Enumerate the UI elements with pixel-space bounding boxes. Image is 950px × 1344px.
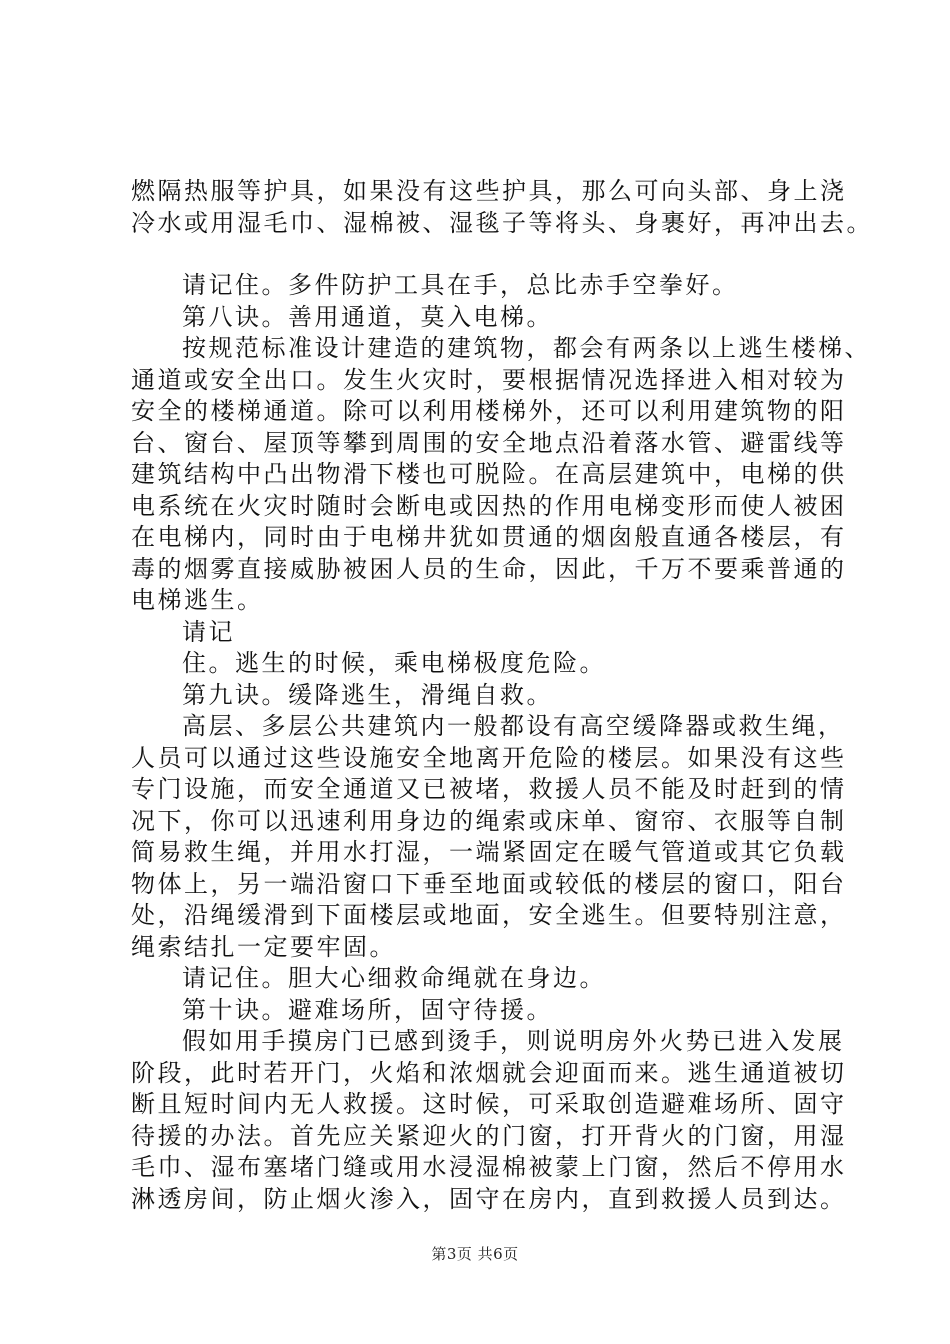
text-line: 安全的楼梯通道。除可以利用楼梯外，还可以利用建筑物的阳 [131, 397, 847, 425]
text-line: 按规范标准设计建造的建筑物，都会有两条以上逃生楼梯、 [182, 334, 871, 362]
text-line: 请记住。胆大心细救命绳就在身边。 [182, 964, 606, 992]
text-line: 住。逃生的时候，乘电梯极度危险。 [182, 649, 606, 677]
section-heading: 第八诀。善用通道，莫入电梯。 [182, 302, 553, 331]
text-line: 电梯逃生。 [131, 586, 264, 614]
page-footer: 第3页 共6页 [431, 1245, 519, 1263]
text-line: 物体上，另一端沿窗口下垂至地面或较低的楼层的窗口，阳台 [131, 869, 847, 898]
text-line: 人员可以通过这些设施安全地离开危险的楼层。如果没有这些 [131, 743, 847, 772]
section-heading: 第十诀。避难场所，固守待援。 [182, 995, 553, 1024]
text-line: 燃隔热服等护具，如果没有这些护具，那么可向头部、身上浇 [131, 177, 847, 205]
document-body [131, 176, 873, 1215]
text-line: 简易救生绳，并用水打湿，一端紧固定在暖气管道或其它负载 [131, 838, 847, 866]
text-line: 处，沿绳缓滑到下面楼层或地面，安全逃生。但要特别注意， [131, 901, 847, 929]
text-line: 毛巾、湿布塞堵门缝或用水浸湿棉被蒙上门窗，然后不停用水 [131, 1153, 847, 1181]
text-line: 电系统在火灾时随时会断电或因热的作用电梯变形而使人被困 [131, 491, 847, 520]
text-line: 假如用手摸房门已感到烫手，则说明房外火势已进入发展 [182, 1027, 845, 1055]
text-line: 断且短时间内无人救援。这时候，可采取创造避难场所、固守 [131, 1090, 847, 1118]
text-line: 通道或安全出口。发生火灾时，要根据情况选择进入相对较为 [131, 365, 847, 394]
text-line: 专门设施，而安全通道又已被堵，救援人员不能及时赶到的情 [131, 775, 847, 803]
text-line: 在电梯内，同时由于电梯井犹如贯通的烟囱般直通各楼层，有 [131, 523, 847, 551]
text-line: 高层、多层公共建筑内一般都设有高空缓降器或救生绳， [182, 712, 845, 740]
text-line: 冷水或用湿毛巾、湿棉被、湿毯子等将头、身裹好，再冲出去。 [131, 208, 873, 237]
text-line: 阶段，此时若开门，火焰和浓烟就会迎面而来。逃生通道被切 [131, 1058, 847, 1087]
text-line: 毒的烟雾直接威胁被困人员的生命，因此，千万不要乘普通的 [131, 554, 847, 583]
text-line: 况下，你可以迅速利用身边的绳索或床单、窗帘、衣服等自制 [131, 806, 847, 835]
text-line: 淋透房间，防止烟火渗入，固守在房内，直到救援人员到达。 [131, 1184, 847, 1213]
text-line: 台、窗台、屋顶等攀到周围的安全地点沿着落水管、避雷线等 [131, 428, 847, 457]
text-line: 待援的办法。首先应关紧迎火的门窗，打开背火的门窗，用湿 [131, 1121, 847, 1150]
text-line: 建筑结构中凸出物滑下楼也可脱险。在高层建筑中，电梯的供 [131, 460, 847, 488]
text-line: 绳索结扎一定要牢固。 [131, 932, 396, 961]
section-heading: 第九诀。缓降逃生，滑绳自救。 [182, 680, 553, 709]
text-line: 请记 [182, 617, 235, 646]
text-line: 请记住。多件防护工具在手，总比赤手空拳好。 [182, 271, 739, 299]
